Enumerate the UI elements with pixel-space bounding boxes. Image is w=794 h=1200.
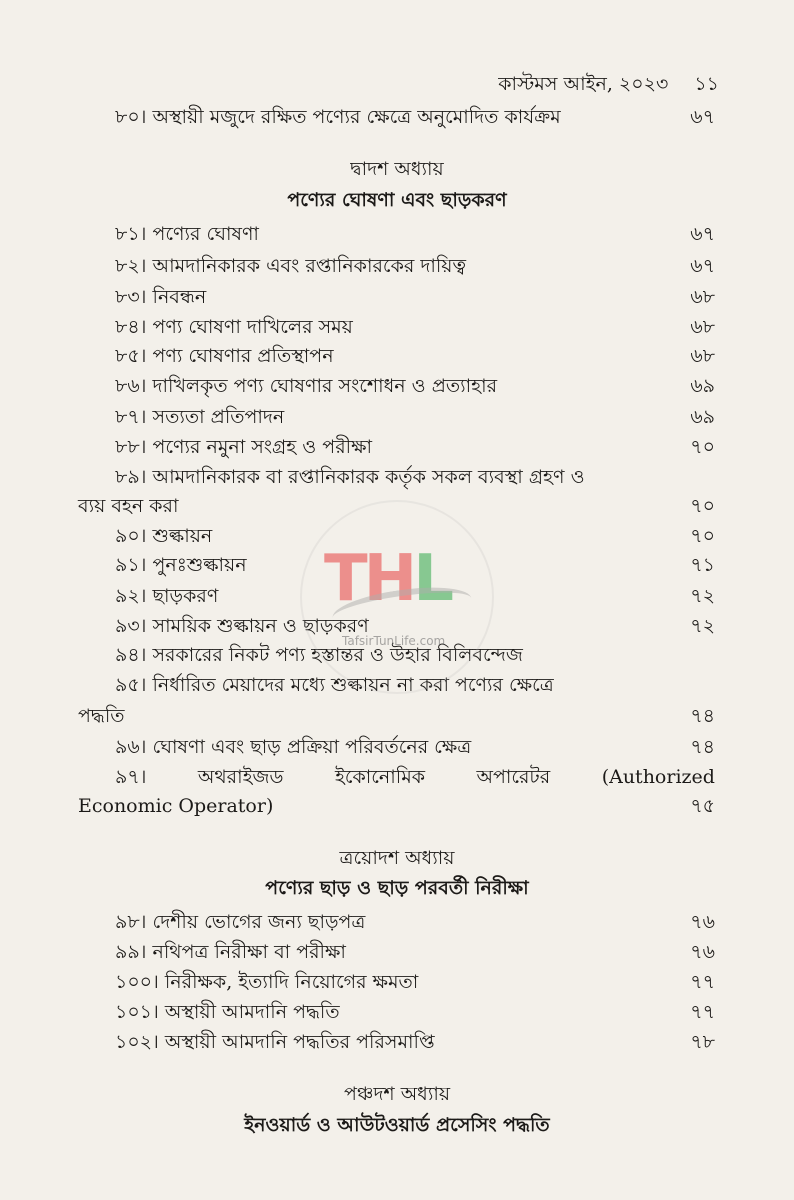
toc-entry-page: ৭০ <box>690 495 715 517</box>
toc-entry-page: ৭৫ <box>690 795 715 817</box>
toc-entry-word: অথরাইজড <box>197 766 284 788</box>
toc-entry <box>115 254 715 278</box>
toc-entry-page: ৭৪ <box>690 705 715 727</box>
toc-entry-title: ৮৭। সত্যতা প্রতিপাদন <box>115 406 285 428</box>
chapter-title: পণ্যের ঘোষণা এবং ছাড়করণ <box>287 189 507 211</box>
toc-entry-page: ৭০ <box>690 525 715 547</box>
chapter-heading: পঞ্চদশ অধ্যায় <box>343 1083 451 1105</box>
toc-entry <box>115 970 715 994</box>
toc-entry-page: ৬৮ <box>690 345 715 367</box>
toc-entry-title: ৮০। অস্থায়ী মজুদে রক্ষিত পণ্যের ক্ষেত্রে অনুমোদিত কার্যক্রম <box>115 106 561 128</box>
toc-entry-title: ৮১। পণ্যের ঘোষণা <box>115 223 259 245</box>
toc-entry-title: ৯৮। দেশীয় ভোগের জন্য ছাড়পত্র <box>115 911 366 933</box>
toc-entry-page: ৭৪ <box>690 736 715 758</box>
toc-entry-title: ৯৬। ঘোষণা এবং ছাড় প্রক্রিয়া পরিবর্তনের ক্ষেত্র <box>115 736 472 758</box>
toc-entry-title: ৮৮। পণ্যের নমুনা সংগ্রহ ও পরীক্ষা <box>115 436 372 458</box>
watermark-logo <box>300 500 494 694</box>
toc-entry-title: ৮৩। নিবন্ধন <box>115 286 207 308</box>
toc-entry-title-continued: Economic Operator) <box>78 795 274 817</box>
toc-entry <box>115 910 715 934</box>
toc-entry-page: ৭৬ <box>690 911 715 933</box>
toc-entry-page: ৬৯ <box>690 375 715 397</box>
toc-entry-title: ৮৫। পণ্য ঘোষণার প্রতিস্থাপন <box>115 345 334 367</box>
toc-entry-title-justified <box>115 765 715 789</box>
toc-entry <box>115 344 715 368</box>
toc-entry <box>115 435 715 459</box>
chapter-title: পণ্যের ছাড় ও ছাড় পরবর্তী নিরীক্ষা <box>265 877 529 899</box>
watermark-letters: THL <box>324 542 450 616</box>
toc-entry <box>115 285 715 309</box>
toc-entry-title: ৯৩। সাময়িক শুল্কায়ন ও ছাড়করণ <box>115 615 369 637</box>
chapter-heading: দ্বাদশ অধ্যায় <box>350 158 444 180</box>
toc-entry-title: ১০০। নিরীক্ষক, ইত্যাদি নিয়োগের ক্ষমতা <box>115 971 419 993</box>
toc-entry-wrapped-line2 <box>78 794 715 818</box>
chapter-title: ইনওয়ার্ড ও আউটওয়ার্ড প্রসেসিং পদ্ধতি <box>244 1114 550 1136</box>
toc-entry-page: ৭০ <box>690 436 715 458</box>
toc-entry <box>115 405 715 429</box>
toc-entry-page: ৬৯ <box>690 406 715 428</box>
toc-entry-page: ৭৭ <box>690 1001 715 1023</box>
toc-entry-title: ১০১। অস্থায়ী আমদানি পদ্ধতি <box>115 1001 340 1023</box>
toc-entry-page: ৬৮ <box>690 286 715 308</box>
toc-entry-page: ৭২ <box>690 615 715 637</box>
running-header <box>498 70 719 102</box>
toc-entry-title: ৮৯। আমদানিকারক বা রপ্তানিকারক কর্তৃক সকল ব্যবস্থা গ্রহণ ও <box>115 466 585 488</box>
toc-entry-wrapped-line1 <box>115 765 715 789</box>
header-page-number: ১১ <box>694 73 719 95</box>
toc-entry-title: ৯৯। নথিপত্র নিরীক্ষা বা পরীক্ষা <box>115 941 346 963</box>
toc-entry <box>115 735 715 759</box>
toc-entry-title: ৯২। ছাড়করণ <box>115 585 219 607</box>
toc-entry-title: ১০২। অস্থায়ী আমদানি পদ্ধতির পরিসমাপ্তি <box>115 1031 435 1053</box>
toc-entry-title: ৯৫। নির্ধারিত মেয়াদের মধ্যে শুল্কায়ন না করা পণ্যের ক্ষেত্রে <box>115 674 554 696</box>
chapter-heading: ত্রয়োদশ অধ্যায় <box>339 847 455 869</box>
toc-entry-page: ৭১ <box>690 554 715 576</box>
toc-entry <box>115 222 715 246</box>
header-title: কাস্টমস আইন, ২০২৩ <box>498 73 669 95</box>
toc-entry-wrapped-line2 <box>78 704 715 728</box>
toc-entry-title: ৮৪। পণ্য ঘোষণা দাখিলের সময় <box>115 316 353 338</box>
toc-entry-page: ৭৭ <box>690 971 715 993</box>
toc-entry-page: ৬৭ <box>690 106 715 128</box>
toc-entry-word: ইকোনোমিক <box>334 766 426 788</box>
toc-entry-page: ৭৬ <box>690 941 715 963</box>
toc-entry-title: ৮২। আমদানিকারক এবং রপ্তানিকারকের দায়িত্ব <box>115 255 466 277</box>
toc-entry-wrapped-line1 <box>115 465 715 489</box>
toc-entry <box>115 940 715 964</box>
toc-entry <box>115 374 715 398</box>
toc-entry-title: ৯০। শুল্কায়ন <box>115 525 213 547</box>
toc-entry <box>115 1000 715 1024</box>
toc-entry-page: ৬৮ <box>690 316 715 338</box>
toc-entry <box>115 105 715 129</box>
toc-entry-page: ৬৭ <box>690 255 715 277</box>
toc-entry-title-continued: ব্যয় বহন করা <box>78 495 179 517</box>
toc-entry-title: ৯৪। সরকারের নিকট পণ্য হস্তান্তর ও উহার বিলিবন্দেজ <box>115 644 523 666</box>
toc-entry-title-continued: পদ্ধতি <box>78 705 125 727</box>
toc-entry-word: অপারেটর <box>476 766 551 788</box>
toc-entry <box>115 315 715 339</box>
toc-entry <box>115 1030 715 1054</box>
toc-entry-word: (Authorized <box>601 766 715 788</box>
toc-entry-title: ৮৬। দাখিলকৃত পণ্য ঘোষণার সংশোধন ও প্রত্যাহার <box>115 375 498 397</box>
toc-entry-word: ৯৭। <box>115 766 147 788</box>
watermark-url: TafsirTunLife.com <box>342 634 446 648</box>
toc-entry-page: ৭৮ <box>690 1031 715 1053</box>
toc-entry-title: ৯১। পুনঃশুল্কায়ন <box>115 554 247 576</box>
toc-entry-page: ৬৭ <box>690 223 715 245</box>
toc-entry-page: ৭২ <box>690 585 715 607</box>
